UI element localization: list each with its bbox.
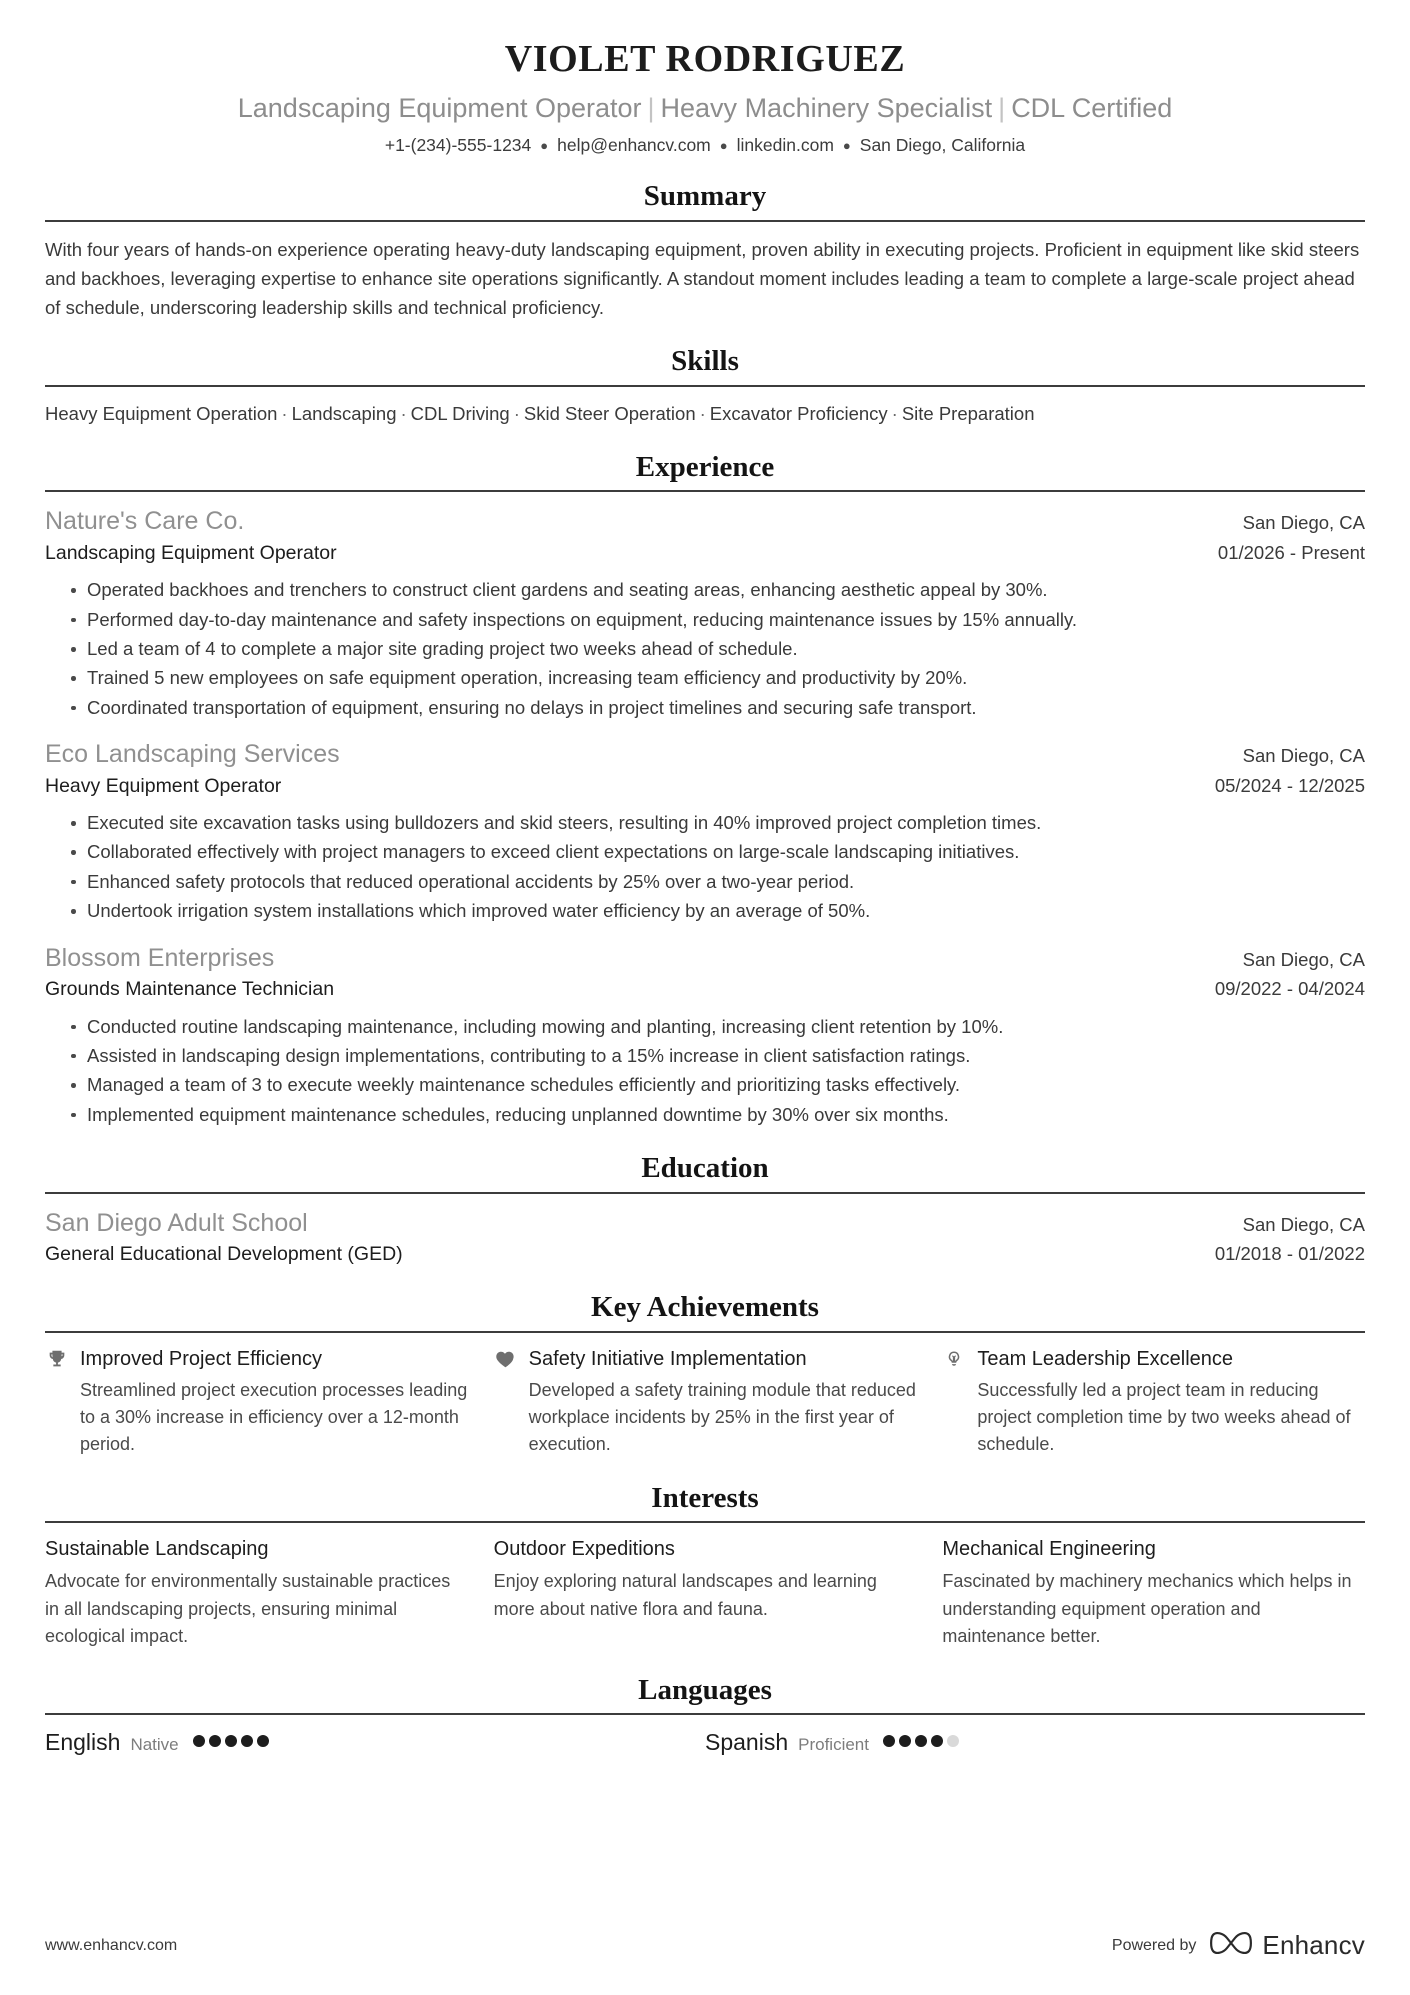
experience-bullet: Implemented equipment maintenance schedules, reducing unplanned downtime by 30% over six months.	[71, 1100, 1365, 1129]
language-rating-dot	[931, 1735, 943, 1747]
interest-item	[45, 1536, 468, 1650]
section-title-education: Education	[641, 1152, 769, 1185]
education-dates: 01/2018 - 01/2022	[1214, 1243, 1365, 1265]
skills-list	[45, 400, 1365, 428]
experience-entry-subheader	[45, 976, 1365, 1002]
experience-bullet: Conducted routine landscaping maintenance, including mowing and planting, increasing client retention by 10%.	[71, 1012, 1365, 1041]
skill-separator-icon: ·	[891, 402, 898, 424]
section-title-summary: Summary	[643, 180, 767, 213]
headline-part-2: Heavy Machinery Specialist	[660, 92, 993, 123]
experience-location: San Diego, CA	[1242, 948, 1365, 970]
section-experience	[45, 450, 1365, 1130]
education-entry-header	[45, 1207, 1365, 1240]
skill-item: Site Preparation	[901, 402, 1035, 424]
section-rule	[45, 385, 1365, 387]
skill-item: Landscaping	[291, 402, 397, 424]
education-entry	[45, 1207, 1365, 1268]
footer-branding	[1112, 1930, 1365, 1961]
headline-part-1: Landscaping Equipment Operator	[237, 92, 642, 123]
experience-job-title: Grounds Maintenance Technician	[45, 978, 335, 1001]
language-name: English	[45, 1729, 121, 1756]
experience-bullet: Trained 5 new employees on safe equipment operation, increasing team efficiency and productivity by 20%.	[71, 663, 1365, 692]
experience-bullet-list	[45, 575, 1365, 722]
contact-phone: +1-(234)-555-1234	[384, 135, 532, 156]
skill-separator-icon: ·	[400, 402, 407, 424]
education-school: San Diego Adult School	[45, 1208, 308, 1237]
section-title-experience: Experience	[635, 450, 775, 483]
section-rule	[45, 1521, 1365, 1523]
achievement-description: Successfully led a project team in reducing project completion time by two weeks ahead of schedule.	[977, 1379, 1351, 1455]
education-entry-subheader	[45, 1241, 1365, 1267]
experience-bullet: Led a team of 4 to complete a major site grading project two weeks ahead of schedule.	[71, 634, 1365, 663]
interest-title: Outdoor Expeditions	[493, 1538, 675, 1561]
interest-description: Advocate for environmentally sustainable practices in all landscaping projects, ensuring minimal ecological impact.	[45, 1571, 451, 1647]
experience-bullet-list	[45, 808, 1365, 926]
resume-header	[45, 0, 1365, 157]
language-rating-dot	[225, 1735, 237, 1747]
bullet-separator-icon: ●	[719, 138, 728, 154]
section-languages	[45, 1673, 1365, 1759]
experience-bullet: Performed day-to-day maintenance and safety inspections on equipment, reducing maintenance issues by 15% annually.	[71, 605, 1365, 634]
heart-icon	[494, 1346, 518, 1372]
achievement-description: Streamlined project execution processes leading to a 30% increase in efficiency over a 12-month period.	[80, 1379, 468, 1455]
skill-item: Heavy Equipment Operation	[45, 402, 278, 424]
headline-divider-icon: |	[647, 92, 655, 123]
experience-bullet: Assisted in landscaping design implementations, contributing to a 15% increase in client satisfaction ratings.	[71, 1041, 1365, 1070]
section-title-languages: Languages	[638, 1673, 772, 1706]
experience-entry	[45, 738, 1365, 925]
experience-company: Eco Landscaping Services	[45, 740, 340, 769]
achievement-title: Safety Initiative Implementation	[528, 1347, 807, 1370]
achievement-header	[45, 1346, 468, 1372]
section-rule	[45, 220, 1365, 222]
interest-title: Sustainable Landscaping	[45, 1538, 269, 1561]
language-rating-dot	[899, 1735, 911, 1747]
language-level: Native	[130, 1735, 179, 1755]
education-degree: General Educational Development (GED)	[45, 1243, 403, 1266]
section-rule	[45, 1331, 1365, 1333]
footer-website-link[interactable]: www.enhancv.com	[45, 1936, 178, 1954]
language-rating-dot	[947, 1735, 959, 1747]
enhancv-brand	[1209, 1930, 1365, 1961]
experience-bullet: Enhanced safety protocols that reduced operational accidents by 25% over a two-year period.	[71, 867, 1365, 896]
language-item	[705, 1728, 1365, 1758]
interest-description: Enjoy exploring natural landscapes and learning more about native flora and fauna.	[493, 1571, 877, 1619]
achievements-grid	[45, 1346, 1365, 1459]
experience-entry-list	[45, 505, 1365, 1129]
achievement-item	[45, 1346, 468, 1459]
resume-footer	[45, 1930, 1365, 1961]
interests-grid	[45, 1536, 1365, 1650]
section-education	[45, 1151, 1365, 1268]
languages-grid	[45, 1728, 1365, 1758]
contact-email[interactable]: help@enhancv.com	[557, 135, 711, 156]
enhancv-logo-icon	[1209, 1930, 1253, 1961]
section-achievements	[45, 1290, 1365, 1459]
section-title-skills: Skills	[671, 345, 739, 378]
achievement-item	[494, 1346, 917, 1459]
experience-job-title: Landscaping Equipment Operator	[45, 541, 337, 564]
interest-title: Mechanical Engineering	[942, 1538, 1156, 1561]
achievement-header	[494, 1346, 917, 1372]
section-rule	[45, 1713, 1365, 1715]
lightbulb-icon	[942, 1346, 966, 1372]
achievement-title: Improved Project Efficiency	[80, 1347, 322, 1370]
skill-separator-icon: ·	[699, 402, 706, 424]
language-rating-dot	[915, 1735, 927, 1747]
candidate-name: VIOLET RODRIGUEZ	[504, 38, 906, 80]
experience-company: Nature's Care Co.	[45, 507, 245, 536]
experience-bullet: Executed site excavation tasks using bulldozers and skid steers, resulting in 40% improved project completion times.	[71, 808, 1365, 837]
contact-line	[45, 134, 1365, 157]
language-rating-dot	[241, 1735, 253, 1747]
language-rating-dot	[257, 1735, 269, 1747]
experience-location: San Diego, CA	[1242, 745, 1365, 767]
experience-bullet: Collaborated effectively with project managers to exceed client expectations on large-scale landscaping initiatives.	[71, 837, 1365, 866]
footer-powered-by-label: Powered by	[1111, 1936, 1197, 1954]
skill-separator-icon: ·	[513, 402, 520, 424]
experience-bullet-list	[45, 1012, 1365, 1130]
candidate-headline	[45, 92, 1365, 126]
interest-item	[494, 1536, 917, 1650]
language-item	[45, 1728, 705, 1758]
language-rating	[193, 1735, 269, 1747]
language-rating	[883, 1735, 959, 1747]
section-rule	[45, 490, 1365, 492]
experience-bullet: Undertook irrigation system installations which improved water efficiency by an average of 50%.	[71, 896, 1365, 925]
experience-bullet: Operated backhoes and trenchers to construct client gardens and seating areas, enhancing aesthetic appeal by 30%.	[71, 575, 1365, 604]
experience-company: Blossom Enterprises	[45, 943, 275, 972]
achievement-item	[942, 1346, 1365, 1459]
section-title-interests: Interests	[651, 1481, 759, 1514]
language-rating-dot	[883, 1735, 895, 1747]
experience-bullet: Managed a team of 3 to execute weekly maintenance schedules efficiently and prioritizing tasks effectively.	[71, 1070, 1365, 1099]
interest-item	[942, 1536, 1365, 1650]
achievement-description: Developed a safety training module that reduced workplace incidents by 25% in the first year of execution.	[528, 1379, 916, 1455]
experience-dates: 01/2026 - Present	[1217, 541, 1365, 563]
skill-item: Excavator Proficiency	[709, 402, 888, 424]
experience-entry-header	[45, 942, 1365, 975]
experience-entry-header	[45, 505, 1365, 538]
experience-location: San Diego, CA	[1242, 512, 1365, 534]
achievement-title: Team Leadership Excellence	[977, 1347, 1234, 1370]
language-level: Proficient	[798, 1735, 869, 1755]
interest-description: Fascinated by machinery mechanics which helps in understanding equipment operation and maintenance better.	[942, 1571, 1352, 1647]
headline-part-3: CDL Certified	[1011, 92, 1173, 123]
experience-entry-header	[45, 738, 1365, 771]
experience-dates: 09/2022 - 04/2024	[1214, 978, 1365, 1000]
summary-text: With four years of hands-on experience operating heavy-duty landscaping equipment, proven ability in executing projects. Proficient in equipment like skid steers and backhoes, leveraging expertise to enhance site operations significantly. A standout moment includes leading a team to complete a large-scale project ahead of schedule, underscoring leadership skills and technical proficiency.	[45, 238, 1360, 319]
experience-entry-subheader	[45, 773, 1365, 799]
achievement-header	[942, 1346, 1365, 1372]
contact-location: San Diego, California	[859, 135, 1026, 156]
section-interests	[45, 1481, 1365, 1651]
language-rating-dot	[209, 1735, 221, 1747]
education-entry-list	[45, 1207, 1365, 1268]
enhancv-brand-name: Enhancv	[1262, 1930, 1365, 1960]
experience-bullet: Coordinated transportation of equipment, ensuring no delays in project timelines and securing safe transport.	[71, 693, 1365, 722]
experience-dates: 05/2024 - 12/2025	[1214, 774, 1365, 796]
section-rule	[45, 1192, 1365, 1194]
language-rating-dot	[193, 1735, 205, 1747]
skill-separator-icon: ·	[281, 402, 288, 424]
headline-divider-icon: |	[998, 92, 1006, 123]
skill-item: CDL Driving	[410, 402, 510, 424]
experience-job-title: Heavy Equipment Operator	[45, 774, 282, 797]
experience-entry-subheader	[45, 540, 1365, 566]
trophy-icon	[45, 1346, 69, 1372]
bullet-separator-icon: ●	[842, 138, 851, 154]
education-location: San Diego, CA	[1242, 1213, 1365, 1235]
section-title-achievements: Key Achievements	[591, 1290, 819, 1323]
experience-entry	[45, 942, 1365, 1129]
section-summary	[45, 179, 1365, 322]
contact-linkedin[interactable]: linkedin.com	[736, 135, 834, 156]
experience-entry	[45, 505, 1365, 722]
skill-item: Skid Steer Operation	[523, 402, 696, 424]
language-name: Spanish	[705, 1729, 789, 1756]
section-skills	[45, 344, 1365, 428]
bullet-separator-icon: ●	[540, 138, 549, 154]
